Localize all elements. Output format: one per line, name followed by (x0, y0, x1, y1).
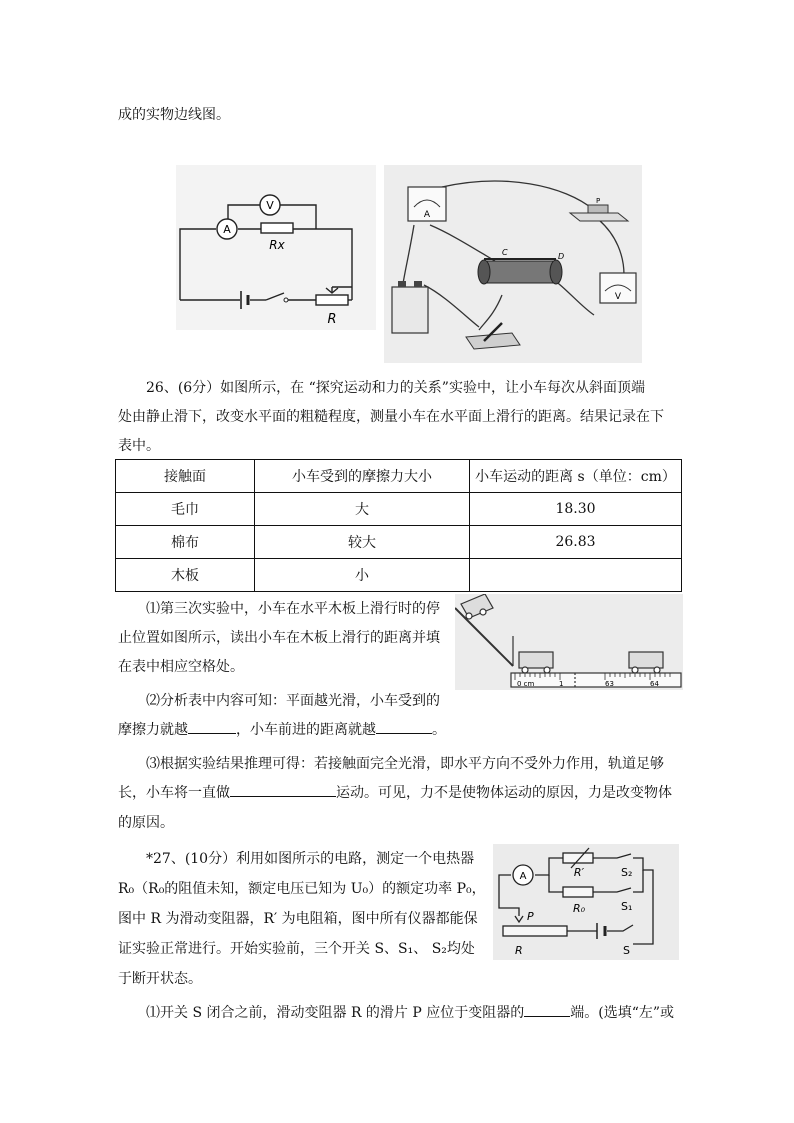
r-prime-label: R′ (573, 866, 585, 879)
q26-sub3-line-2 (118, 782, 672, 802)
q26-sub2-text-2: ，小车前进的距离就越 (236, 722, 376, 738)
table-row (116, 526, 682, 559)
rx-label: Rx (269, 238, 285, 252)
results-table (115, 459, 682, 592)
p-label: P (596, 197, 601, 205)
ruler-cart-figure (455, 594, 683, 690)
c-label: C (502, 248, 508, 257)
r0-label: R₀ (572, 902, 586, 915)
table-cell: 大 (255, 493, 470, 526)
meter-v-label: V (614, 292, 622, 302)
table-row (116, 493, 682, 526)
ruler-63-label: 63 (605, 680, 614, 688)
answer-blank-friction[interactable] (188, 719, 236, 734)
q27-line-5: 于断开状态。 (118, 971, 202, 987)
apparatus-photo-figure (384, 165, 642, 363)
ammeter-label: A (519, 871, 527, 882)
table-row (116, 559, 682, 592)
table-cell: 18.30 (470, 493, 682, 526)
q26-sub3-line-1: ⑶根据实验结果推理可得：若接触面完全光滑，即水平方向不受外力作用，轨道足够 (146, 756, 664, 772)
table-header: 小车受到的摩擦力大小 (255, 460, 470, 493)
p-label: P (527, 910, 534, 923)
voltmeter-label: V (266, 199, 274, 212)
q26-sub3-text-1: 长，小车将一直做 (118, 785, 230, 801)
table-cell: 木板 (116, 559, 255, 592)
d-label: D (558, 252, 565, 261)
r-label: R (327, 312, 337, 327)
q26-line-3: 表中。 (118, 438, 160, 454)
ruler-64-label: 64 (650, 680, 659, 688)
ruler-zero-label: 0 cm (517, 680, 535, 688)
ammeter-label: A (223, 223, 231, 236)
circuit-diagram-figure (176, 165, 376, 330)
answer-blank-end[interactable] (524, 1002, 570, 1017)
q27-line-3: 图中 R 为滑动变阻器，R′ 为电阻箱，图中所有仪器都能保 (118, 911, 478, 927)
s2-label: S₂ (621, 866, 633, 879)
q26-sub2-line-2 (118, 719, 446, 739)
ruler-one-label: 1 (559, 680, 564, 688)
q27-line-2: R₀（R₀的阻值未知，额定电压已知为 U₀）的额定功率 P₀， (118, 881, 486, 897)
table-header: 小车运动的距离 s（单位：cm） (470, 460, 682, 493)
table-cell: 小 (255, 559, 470, 592)
table-cell: 26.83 (470, 526, 682, 559)
intro-line: 成的实物边线图。 (118, 107, 230, 123)
q26-sub1-line-3: 在表中相应空格处。 (118, 659, 244, 675)
q26-line-1: 26、(6分）如图所示，在 “探究运动和力的关系”实验中，让小车每次从斜面顶端 (146, 380, 645, 396)
table-header-row (116, 460, 682, 493)
answer-blank-motion[interactable] (230, 782, 336, 797)
q26-sub2-text-1: 摩擦力就越 (118, 722, 188, 738)
q26-line-2: 处由静止滑下，改变水平面的粗糙程度，测量小车在水平面上滑行的距离。结果记录在下 (118, 409, 664, 425)
table-cell: 毛巾 (116, 493, 255, 526)
q26-sub3-line-3: 的原因。 (118, 815, 174, 831)
q26-sub2-text-3: 。 (432, 722, 446, 738)
s1-label: S₁ (621, 900, 633, 913)
answer-blank-distance[interactable] (376, 719, 432, 734)
q27-line-4: 证实验正常进行。开始实验前，三个开关 S、S₁、 S₂均处 (118, 941, 475, 957)
q26-sub3-text-2: 运动。可见，力不是使物体运动的原因，力是改变物体 (336, 785, 672, 801)
q26-sub1-line-1: ⑴第三次实验中，小车在水平木板上滑行时的停 (146, 601, 440, 617)
table-cell: 棉布 (116, 526, 255, 559)
q27-sub1-text-1: ⑴开关 S 闭合之前，滑动变阻器 R 的滑片 P 应位于变阻器的 (146, 1005, 525, 1021)
r-label: R (515, 944, 523, 957)
q27-sub1-text-2: 端。(选填“左”或 (570, 1005, 675, 1021)
q27-circuit-figure (493, 844, 679, 960)
q26-sub2-line-1: ⑵分析表中内容可知：平面越光滑，小车受到的 (146, 693, 440, 709)
table-header: 接触面 (116, 460, 255, 493)
q27-sub1-line (146, 1002, 674, 1022)
answer-cell[interactable] (470, 559, 682, 592)
meter-a-label: A (423, 210, 431, 220)
q27-line-1: *27、(10分）利用如图所示的电路，测定一个电热器 (146, 851, 475, 867)
table-cell: 较大 (255, 526, 470, 559)
q26-sub1-line-2: 止位置如图所示，读出小车在木板上滑行的距离并填 (118, 630, 440, 646)
s-label: S (623, 944, 630, 957)
